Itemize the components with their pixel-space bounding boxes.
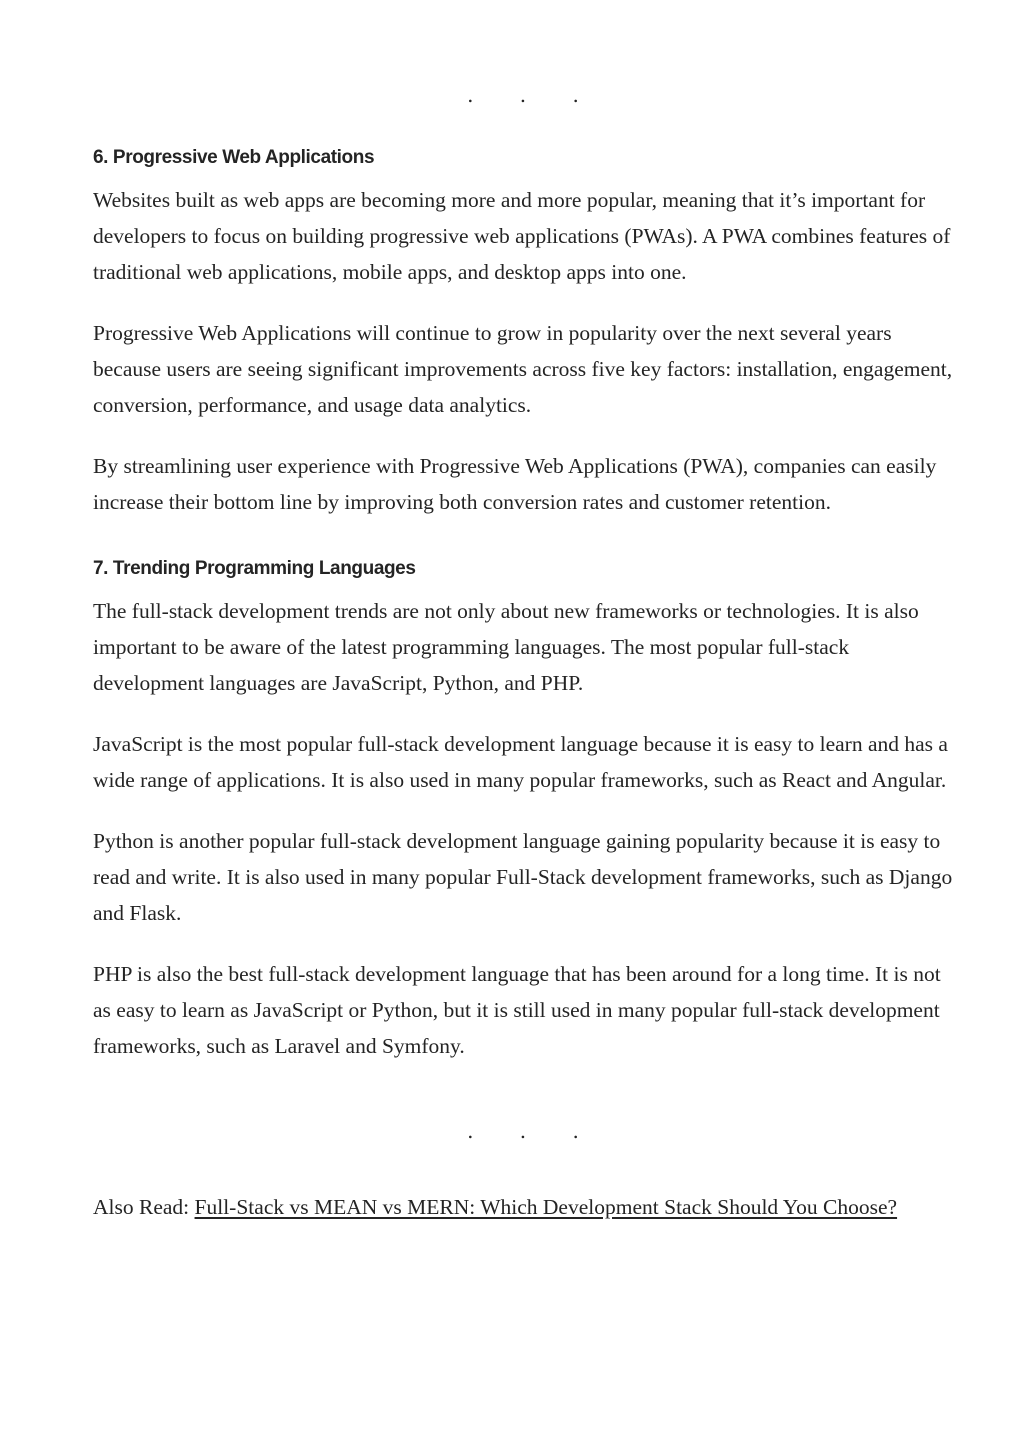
section-separator: . . . <box>467 83 599 107</box>
section-heading-languages: 7. Trending Programming Languages <box>93 558 416 579</box>
section-heading-pwa: 6. Progressive Web Applications <box>93 147 375 168</box>
paragraph: Progressive Web Applications will continue to grow in popularity over the next several years because users are seeing significant improvements across five key factors: installation, engagement, conversion, performance, and usage data analytics. <box>93 321 953 417</box>
paragraph: By streamlining user experience with Progressive Web Applications (PWA), companies can easily increase their bottom line by improving both conversion rates and customer retention. <box>93 454 937 514</box>
article-body <box>93 0 953 1225</box>
paragraph: PHP is also the best full-stack development language that has been around for a long time. It is not as easy to learn as JavaScript or Python, but it is still used in many popular full-stack development frameworks, such as Laravel and Symfony. <box>93 962 941 1058</box>
paragraph: The full-stack development trends are not only about new frameworks or technologies. It is also important to be aware of the latest programming languages. The most popular full-stack development languages are JavaScript, Python, and PHP. <box>93 599 919 695</box>
also-read-prefix: Also Read: <box>93 1195 195 1219</box>
paragraph: Websites built as web apps are becoming more and more popular, meaning that it’s important for developers to focus on building progressive web applications (PWAs). A PWA combines features of traditional web applications, mobile apps, and desktop apps into one. <box>93 188 951 284</box>
section-separator: . . . <box>467 1119 599 1143</box>
also-read-link[interactable]: Full-Stack vs MEAN vs MERN: Which Development Stack Should You Choose? <box>194 1195 898 1219</box>
paragraph: Python is another popular full-stack development language gaining popularity because it is easy to read and write. It is also used in many popular Full-Stack development frameworks, such as Django and Flask. <box>93 829 953 925</box>
also-read <box>93 1189 953 1225</box>
paragraph: JavaScript is the most popular full-stack development language because it is easy to learn and has a wide range of applications. It is also used in many popular frameworks, such as React and Angular. <box>93 732 948 792</box>
